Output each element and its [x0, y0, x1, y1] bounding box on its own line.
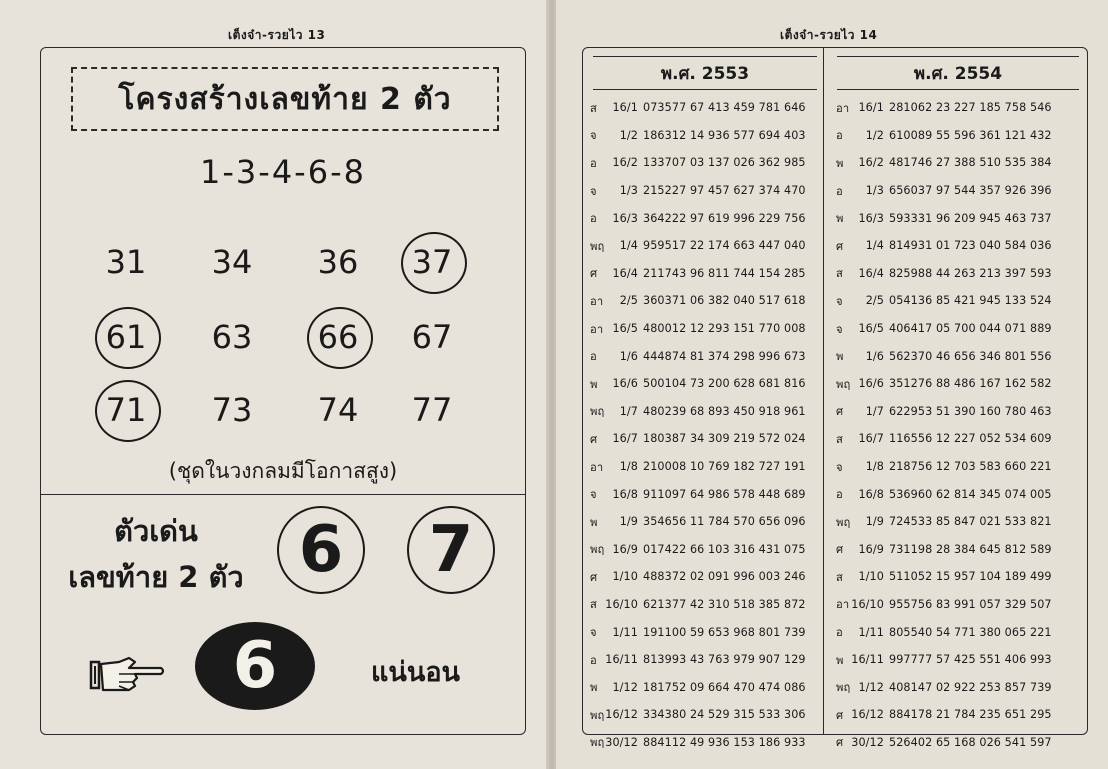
- row-numbers: 181752 09 664 470 474 086: [643, 680, 806, 694]
- result-row: [827, 536, 1085, 564]
- row-numbers: 281062 23 227 185 758 546: [889, 101, 1052, 115]
- featured-number-2: 7: [407, 506, 495, 594]
- result-row: [583, 536, 823, 564]
- row-day: พ: [590, 377, 598, 391]
- row-date: 1/11: [858, 625, 884, 639]
- row-numbers: 536960 62 814 345 074 005: [889, 487, 1052, 501]
- row-day: ศ: [836, 405, 844, 419]
- row-day: อา: [590, 460, 604, 474]
- row-day: จ: [836, 294, 843, 308]
- row-day: พ: [590, 515, 598, 529]
- row-numbers: 480012 12 293 151 770 008: [643, 322, 806, 336]
- row-numbers: 116556 12 227 052 534 609: [889, 432, 1052, 446]
- result-row: [827, 315, 1085, 343]
- circled-number: 66: [293, 309, 383, 365]
- row-date: 1/12: [858, 680, 884, 694]
- result-row: [827, 701, 1085, 729]
- section-divider: [41, 494, 525, 495]
- row-numbers: 997777 57 425 551 406 993: [889, 653, 1052, 667]
- result-row: [583, 646, 823, 674]
- row-day: พ: [836, 653, 844, 667]
- row-day: ศ: [836, 543, 844, 557]
- result-row: [583, 591, 823, 619]
- row-day: พ: [836, 212, 844, 226]
- left-page-frame: [40, 47, 526, 735]
- row-date: 30/12: [605, 735, 638, 749]
- result-row: [583, 177, 823, 205]
- grid-number: 63: [211, 318, 253, 356]
- circled-note: (ชุดในวงกลมมีโอกาสสูง): [168, 459, 398, 483]
- result-row: [827, 370, 1085, 398]
- row-numbers: 054136 85 421 945 133 524: [889, 294, 1052, 308]
- row-numbers: 406417 05 700 044 071 889: [889, 322, 1052, 336]
- result-row: [583, 701, 823, 729]
- result-row: [583, 673, 823, 701]
- row-numbers: 481746 27 388 510 535 384: [889, 156, 1052, 170]
- result-row: [583, 563, 823, 591]
- row-date: 16/9: [858, 542, 884, 556]
- circled-number: 61: [81, 309, 171, 365]
- row-day: พฤ: [836, 515, 851, 529]
- row-date: 1/2: [619, 128, 638, 142]
- grid-number: 31: [105, 243, 147, 281]
- row-numbers: 622953 51 390 160 780 463: [889, 404, 1052, 418]
- row-date: 16/3: [612, 211, 638, 225]
- row-day: จ: [836, 322, 843, 336]
- row-day: อา: [836, 598, 850, 612]
- row-date: 1/7: [619, 404, 638, 418]
- row-numbers: 186312 14 936 577 694 403: [643, 128, 806, 142]
- result-row: [827, 94, 1085, 122]
- row-date: 16/1: [858, 101, 884, 115]
- row-numbers: 488372 02 091 996 003 246: [643, 570, 806, 584]
- row-numbers: 731198 28 384 645 812 589: [889, 542, 1052, 556]
- row-day: อ: [836, 626, 843, 640]
- right-page-header: เต็งจ๋า-รวยไว 14: [780, 28, 878, 42]
- result-rows: [827, 94, 1085, 756]
- result-row: [827, 232, 1085, 260]
- row-date: 16/5: [858, 322, 884, 336]
- row-numbers: 360371 06 382 040 517 618: [643, 294, 806, 308]
- row-numbers: 955756 83 991 057 329 507: [889, 597, 1052, 611]
- row-date: 16/4: [858, 266, 884, 280]
- structure-title: โครงสร้างเลขท้าย 2 ตัว: [71, 67, 499, 131]
- row-date: 1/9: [619, 515, 638, 529]
- row-day: อ: [590, 212, 597, 226]
- row-day: ศ: [836, 708, 844, 722]
- row-day: อ: [590, 653, 597, 667]
- result-row: [583, 729, 823, 757]
- row-date: 16/11: [605, 653, 638, 667]
- row-date: 2/5: [865, 294, 884, 308]
- result-row: [827, 618, 1085, 646]
- result-row: [827, 398, 1085, 426]
- row-day: ศ: [836, 736, 844, 750]
- row-numbers: 215227 97 457 627 374 470: [643, 184, 806, 198]
- row-date: 1/6: [865, 349, 884, 363]
- row-date: 16/5: [612, 322, 638, 336]
- row-day: จ: [590, 129, 597, 143]
- row-date: 16/8: [858, 487, 884, 501]
- circled-number: 71: [81, 382, 171, 438]
- result-row: [583, 480, 823, 508]
- row-numbers: 884112 49 936 153 186 933: [643, 735, 806, 749]
- row-numbers: 211743 96 811 744 154 285: [643, 266, 806, 280]
- row-date: 16/10: [851, 597, 884, 611]
- row-date: 16/2: [858, 156, 884, 170]
- row-numbers: 191100 59 653 968 801 739: [643, 625, 806, 639]
- result-row: [827, 591, 1085, 619]
- row-date: 1/8: [619, 460, 638, 474]
- row-date: 16/2: [612, 156, 638, 170]
- row-numbers: 444874 81 374 298 996 673: [643, 349, 806, 363]
- pointing-hand-icon: [89, 654, 165, 694]
- row-day: พ: [836, 350, 844, 364]
- result-row: [583, 287, 823, 315]
- sure-number: 6: [195, 622, 315, 710]
- result-row: [827, 287, 1085, 315]
- row-date: 16/6: [858, 377, 884, 391]
- featured-number-1: 6: [277, 506, 365, 594]
- grid-number: 74: [317, 391, 359, 429]
- row-numbers: 884178 21 784 235 651 295: [889, 708, 1052, 722]
- row-numbers: 133707 03 137 026 362 985: [643, 156, 806, 170]
- row-date: 1/7: [865, 404, 884, 418]
- result-row: [583, 453, 823, 481]
- result-row: [827, 453, 1085, 481]
- row-day: พ: [590, 681, 598, 695]
- row-day: ส: [836, 432, 843, 446]
- row-numbers: 511052 15 957 104 189 499: [889, 570, 1052, 584]
- row-day: อ: [590, 156, 597, 170]
- row-day: อ: [836, 129, 843, 143]
- row-numbers: 500104 73 200 628 681 816: [643, 377, 806, 391]
- result-row: [827, 729, 1085, 757]
- row-numbers: 180387 34 309 219 572 024: [643, 432, 806, 446]
- row-date: 1/2: [865, 128, 884, 142]
- row-date: 1/4: [619, 239, 638, 253]
- column-separator: [823, 48, 824, 734]
- row-day: จ: [590, 184, 597, 198]
- result-row: [827, 177, 1085, 205]
- result-row: [827, 646, 1085, 674]
- result-row: [583, 149, 823, 177]
- row-numbers: 814931 01 723 040 584 036: [889, 239, 1052, 253]
- row-numbers: 911097 64 986 578 448 689: [643, 487, 806, 501]
- row-day: ส: [590, 598, 597, 612]
- row-day: ศ: [836, 239, 844, 253]
- row-date: 1/8: [865, 460, 884, 474]
- row-date: 1/4: [865, 239, 884, 253]
- year-heading: พ.ศ. 2554: [837, 56, 1079, 90]
- row-day: พฤ: [590, 543, 605, 557]
- result-row: [583, 398, 823, 426]
- year-column-2554: [827, 48, 1085, 750]
- sure-text: แน่นอน: [371, 657, 460, 688]
- featured-label-line2: เลขท้าย 2 ตัว: [68, 560, 244, 594]
- right-page-frame: [582, 47, 1088, 750]
- row-date: 30/12: [851, 735, 884, 749]
- result-row: [583, 94, 823, 122]
- grid-number: 36: [317, 243, 359, 281]
- row-date: 1/12: [612, 680, 638, 694]
- row-numbers: 480239 68 893 450 918 961: [643, 404, 806, 418]
- row-date: 16/12: [605, 708, 638, 722]
- row-day: จ: [590, 626, 597, 640]
- row-date: 16/11: [851, 653, 884, 667]
- year-column-2553: [583, 48, 823, 750]
- result-row: [583, 260, 823, 288]
- row-day: อา: [590, 322, 604, 336]
- row-numbers: 621377 42 310 518 385 872: [643, 597, 806, 611]
- result-row: [827, 204, 1085, 232]
- row-day: พฤ: [590, 708, 605, 722]
- row-date: 16/9: [612, 542, 638, 556]
- result-row: [583, 618, 823, 646]
- result-row: [583, 232, 823, 260]
- result-row: [827, 342, 1085, 370]
- year-heading: พ.ศ. 2553: [593, 56, 817, 90]
- row-numbers: 805540 54 771 380 065 221: [889, 625, 1052, 639]
- row-day: ส: [836, 267, 843, 281]
- row-day: จ: [590, 488, 597, 502]
- grid-number: 73: [211, 391, 253, 429]
- result-row: [827, 149, 1085, 177]
- result-row: [827, 508, 1085, 536]
- result-row: [827, 122, 1085, 150]
- row-numbers: 825988 44 263 213 397 593: [889, 266, 1052, 280]
- row-date: 16/1: [612, 101, 638, 115]
- row-date: 1/11: [612, 625, 638, 639]
- row-day: ส: [836, 570, 843, 584]
- result-row: [583, 508, 823, 536]
- row-date: 2/5: [619, 294, 638, 308]
- grid-number: 67: [411, 318, 453, 356]
- row-numbers: 656037 97 544 357 926 396: [889, 184, 1052, 198]
- row-day: อา: [836, 101, 850, 115]
- row-date: 1/3: [865, 184, 884, 198]
- row-date: 16/3: [858, 211, 884, 225]
- row-numbers: 073577 67 413 459 781 646: [643, 101, 806, 115]
- featured-label: [51, 508, 261, 600]
- row-day: พฤ: [836, 681, 851, 695]
- row-day: พ: [836, 156, 844, 170]
- row-date: 16/7: [858, 432, 884, 446]
- row-day: พฤ: [590, 405, 605, 419]
- row-day: พฤ: [590, 239, 605, 253]
- row-day: อา: [590, 294, 604, 308]
- featured-label-line1: ตัวเด่น: [114, 514, 198, 548]
- row-day: ศ: [590, 570, 598, 584]
- grid-number: 34: [211, 243, 253, 281]
- grid-number: 77: [411, 391, 453, 429]
- result-row: [827, 480, 1085, 508]
- left-page: [0, 0, 548, 769]
- result-row: [583, 122, 823, 150]
- row-numbers: 593331 96 209 945 463 737: [889, 211, 1052, 225]
- result-row: [583, 315, 823, 343]
- row-date: 16/12: [851, 708, 884, 722]
- digit-sequence: 1-3-4-6-8: [200, 153, 366, 191]
- row-numbers: 959517 22 174 663 447 040: [643, 239, 806, 253]
- row-numbers: 334380 24 529 315 533 306: [643, 708, 806, 722]
- row-date: 16/4: [612, 266, 638, 280]
- result-row: [827, 563, 1085, 591]
- row-day: พฤ: [836, 377, 851, 391]
- left-page-header: เต็งจ๋า-รวยไว 13: [228, 28, 326, 42]
- result-row: [583, 342, 823, 370]
- row-date: 16/10: [605, 597, 638, 611]
- result-row: [583, 425, 823, 453]
- right-page: [556, 0, 1108, 769]
- result-rows: [583, 94, 823, 756]
- row-date: 1/6: [619, 349, 638, 363]
- row-day: จ: [836, 460, 843, 474]
- row-numbers: 724533 85 847 021 533 821: [889, 515, 1052, 529]
- row-numbers: 210008 10 769 182 727 191: [643, 460, 806, 474]
- row-day: พฤ: [590, 736, 605, 750]
- result-row: [583, 204, 823, 232]
- row-date: 16/7: [612, 432, 638, 446]
- row-day: ศ: [590, 267, 598, 281]
- result-row: [827, 260, 1085, 288]
- row-numbers: 354656 11 784 570 656 096: [643, 515, 806, 529]
- row-numbers: 364222 97 619 996 229 756: [643, 211, 806, 225]
- row-day: ศ: [590, 432, 598, 446]
- row-date: 1/9: [865, 515, 884, 529]
- circled-number: 37: [387, 234, 477, 290]
- result-row: [583, 370, 823, 398]
- row-numbers: 562370 46 656 346 801 556: [889, 349, 1052, 363]
- row-numbers: 017422 66 103 316 431 075: [643, 542, 806, 556]
- row-day: อ: [836, 184, 843, 198]
- row-numbers: 526402 65 168 026 541 597: [889, 735, 1052, 749]
- row-date: 1/10: [612, 570, 638, 584]
- result-row: [827, 425, 1085, 453]
- row-day: ส: [590, 101, 597, 115]
- row-numbers: 813993 43 763 979 907 129: [643, 653, 806, 667]
- row-day: อ: [590, 350, 597, 364]
- row-numbers: 218756 12 703 583 660 221: [889, 460, 1052, 474]
- row-date: 16/8: [612, 487, 638, 501]
- result-row: [827, 673, 1085, 701]
- row-numbers: 408147 02 922 253 857 739: [889, 680, 1052, 694]
- row-date: 1/10: [858, 570, 884, 584]
- row-day: อ: [836, 488, 843, 502]
- row-numbers: 351276 88 486 167 162 582: [889, 377, 1052, 391]
- row-date: 1/3: [619, 184, 638, 198]
- row-numbers: 610089 55 596 361 121 432: [889, 128, 1052, 142]
- row-date: 16/6: [612, 377, 638, 391]
